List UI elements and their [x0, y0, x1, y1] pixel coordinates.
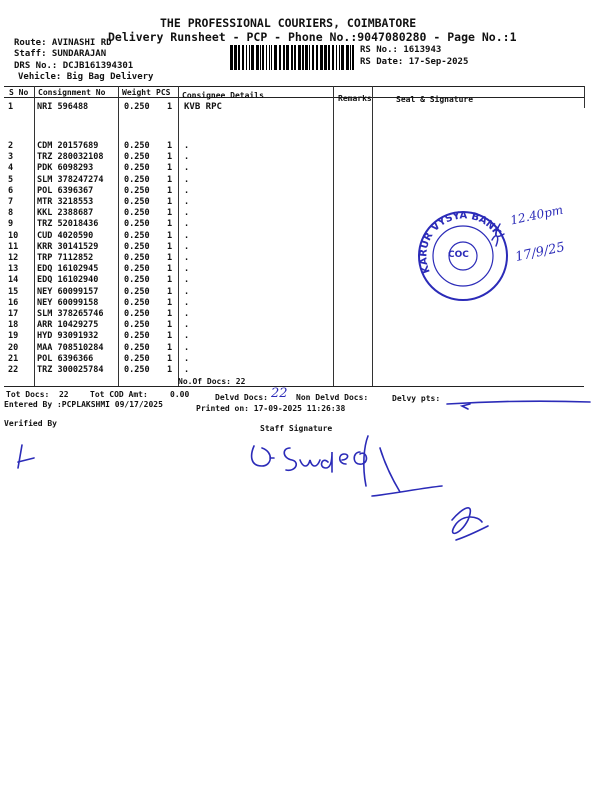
row-pcs: 1 [167, 297, 173, 308]
stamp-center-text: COC [448, 250, 469, 260]
col-header-consignee: Consignee Details [182, 91, 264, 100]
row-pcs: 1 [167, 320, 173, 331]
total-docs: Tot Docs: 22 [6, 390, 69, 399]
row-sno: 10 [8, 230, 19, 241]
row-consignee: . [184, 219, 190, 230]
staff-signature-d [252, 446, 271, 466]
row-consignee: . [184, 286, 190, 297]
row-weight: 0.250 [124, 141, 150, 151]
col-header-sno: S No [9, 88, 29, 97]
row-consignment-no: CUD 4020590 [37, 230, 94, 241]
row-sno: 13 [8, 264, 19, 275]
row-consignment-no: ARR 10429275 [37, 320, 99, 331]
col-header-pcs: PCS [156, 88, 171, 97]
row-pcs: 1 [167, 230, 173, 241]
row-weight: 0.250 [124, 208, 150, 219]
row-sno: 18 [8, 320, 19, 331]
row-consignee: . [184, 163, 190, 174]
row-consignment-no: EDQ 16102940 [37, 275, 99, 286]
row-consignee: . [184, 253, 190, 263]
row-sno: 8 [8, 208, 14, 219]
row-consignment-no: SLM 378265746 [37, 309, 104, 319]
row-consignee: . [184, 185, 190, 196]
row-sno: 4 [8, 163, 14, 174]
row-consignment-no: TRZ 300025784 [37, 365, 104, 375]
staff-label: Staff: SUNDARAJAN [14, 49, 107, 59]
row-pcs: 1 [167, 309, 173, 319]
row-consignment-no: MAA 708510284 [37, 342, 104, 353]
row-pcs: 1 [167, 163, 173, 174]
row-sno: 11 [8, 241, 19, 252]
row-pcs: 1 [167, 152, 173, 163]
route-label: Route: AVINASHI RD [14, 38, 112, 48]
row-weight: 0.250 [124, 219, 150, 230]
entered-by: Entered By :PCPLAKSHMI 09/17/2025 [4, 400, 163, 409]
row-consignee: . [184, 365, 190, 375]
row-consignee: . [184, 197, 190, 207]
rs-number: RS No.: 1613943 [360, 45, 442, 55]
delivered-docs-handwritten: 22 [271, 386, 288, 401]
row-consignment-no: NEY 60099157 [37, 286, 99, 297]
row-pcs: 1 [167, 185, 173, 196]
row-sno: 2 [8, 141, 14, 151]
row-consignment-no: CDM 20157689 [37, 141, 99, 151]
row-consignment-no: KKL 2388687 [37, 208, 94, 219]
row-consignee: KVB RPC [184, 102, 222, 112]
col-header-remarks: Remarks [338, 94, 372, 103]
row-consignee: . [184, 331, 190, 342]
row-consignment-no: EDQ 16102945 [37, 264, 99, 275]
total-cod-amount: 0.00 [170, 390, 190, 399]
row-consignment-no: NRI 596488 [37, 102, 89, 112]
row-pcs: 1 [167, 241, 173, 252]
row-weight: 0.250 [124, 197, 150, 207]
row-sno: 1 [8, 102, 14, 112]
row-pcs: 1 [167, 275, 173, 286]
row-consignee: . [184, 230, 190, 241]
row-consignment-no: KRR 30141529 [37, 241, 99, 252]
row-consignment-no: PDK 6098293 [37, 163, 94, 174]
row-sno: 17 [8, 309, 19, 319]
row-consignee: . [184, 342, 190, 353]
row-pcs: 1 [167, 353, 173, 364]
row-sno: 3 [8, 152, 14, 163]
row-weight: 0.250 [124, 275, 150, 286]
row-sno: 5 [8, 174, 14, 185]
row-pcs: 1 [167, 342, 173, 353]
row-consignment-no: NEY 60099158 [37, 297, 99, 308]
row-pcs: 1 [167, 365, 173, 375]
svg-text:KARUR VYSYA BANK [418, 210, 503, 274]
row-weight: 0.250 [124, 163, 150, 174]
row-sno: 9 [8, 219, 14, 230]
row-sno: 7 [8, 197, 14, 207]
row-weight: 0.250 [124, 331, 150, 342]
delivery-points-arrow [462, 404, 470, 409]
row-consignee: . [184, 297, 190, 308]
row-consignee: . [184, 320, 190, 331]
row-consignment-no: HYD 93091932 [37, 331, 99, 342]
row-consignee: . [184, 241, 190, 252]
row-consignee: . [184, 309, 190, 319]
row-pcs: 1 [167, 286, 173, 297]
col-header-seal: Seal & Signature [396, 95, 474, 104]
row-weight: 0.250 [124, 365, 150, 375]
row-weight: 0.250 [124, 174, 150, 185]
stamp-container [418, 210, 508, 302]
row-sno: 6 [8, 185, 14, 196]
row-weight: 0.250 [124, 286, 150, 297]
row-sno: 16 [8, 297, 19, 308]
col-header-weight: Weight [122, 88, 151, 97]
stamp-bank-name: KARUR VYSYA BANK [418, 210, 503, 275]
row-consignment-no: TRP 7112852 [37, 253, 94, 263]
verifier-initial-mark [18, 445, 34, 468]
non-delivered-label: Non Delvd Docs: [296, 393, 369, 402]
row-sno: 21 [8, 353, 19, 364]
row-weight: 0.250 [124, 241, 150, 252]
row-sno: 14 [8, 275, 19, 286]
total-cod-label: Tot COD Amt: [90, 390, 148, 399]
staff-signature-label: Staff Signature [260, 424, 333, 433]
row-pcs: 1 [167, 197, 173, 207]
row-weight: 0.250 [124, 102, 150, 112]
drs-number: DRS No.: DCJB161394301 [14, 61, 134, 71]
no-of-docs: No.Of Docs: 22 [178, 377, 246, 386]
row-pcs: 1 [167, 331, 173, 342]
row-weight: 0.250 [124, 342, 150, 353]
row-consignee: . [184, 264, 190, 275]
row-consignment-no: SLM 378247274 [37, 174, 104, 185]
row-pcs: 1 [167, 253, 173, 263]
row-consignment-no: POL 6396366 [37, 353, 94, 364]
row-consignment-no: TRZ 280032108 [37, 152, 104, 163]
row-consignee: . [184, 152, 190, 163]
handwritten-time: 12.40pm [509, 202, 565, 228]
company-title: THE PROFESSIONAL COURIERS, COIMBATORE [160, 16, 417, 30]
row-sno: 19 [8, 331, 19, 342]
row-consignment-no: TRZ 52018436 [37, 219, 99, 230]
col-header-consignment: Consignment No [38, 88, 106, 97]
row-pcs: 1 [167, 141, 173, 151]
runsheet-subtitle: Delivery Runsheet - PCP - Phone No.:9047080280 - Page No.:1 [108, 30, 517, 44]
lower-scribble [452, 508, 482, 534]
row-consignee: . [184, 174, 190, 185]
row-weight: 0.250 [124, 230, 150, 241]
row-consignee: . [184, 275, 190, 286]
row-weight: 0.250 [124, 297, 150, 308]
row-sno: 20 [8, 342, 19, 353]
vehicle-label: Vehicle: Big Bag Delivery [18, 72, 154, 82]
row-weight: 0.250 [124, 309, 150, 319]
row-sno: 22 [8, 365, 19, 375]
row-consignee: . [184, 353, 190, 364]
row-weight: 0.250 [124, 253, 150, 263]
row-weight: 0.250 [124, 320, 150, 331]
row-consignment-no: POL 6396367 [37, 185, 94, 196]
row-weight: 0.250 [124, 185, 150, 196]
row-pcs: 1 [167, 174, 173, 185]
row-sno: 15 [8, 286, 19, 297]
delivered-docs-label: Delvd Docs: [215, 393, 268, 402]
verified-by-label: Verified By [4, 419, 57, 428]
rs-date: RS Date: 17-Sep-2025 [360, 57, 469, 67]
row-consignee: . [184, 141, 190, 151]
delivery-points-label: Delvy pts: [392, 394, 441, 403]
printed-on: Printed on: 17-09-2025 11:26:38 [196, 404, 346, 413]
row-consignee: . [184, 208, 190, 219]
row-weight: 0.250 [124, 353, 150, 364]
row-weight: 0.250 [124, 152, 150, 163]
row-consignment-no: MTR 3218553 [37, 197, 94, 207]
handwritten-date: 17/9/25 [513, 239, 567, 266]
row-weight: 0.250 [124, 264, 150, 275]
row-pcs: 1 [167, 219, 173, 230]
row-sno: 12 [8, 253, 19, 263]
row-pcs: 1 [167, 208, 173, 219]
row-pcs: 1 [167, 264, 173, 275]
row-pcs: 1 [167, 102, 173, 112]
